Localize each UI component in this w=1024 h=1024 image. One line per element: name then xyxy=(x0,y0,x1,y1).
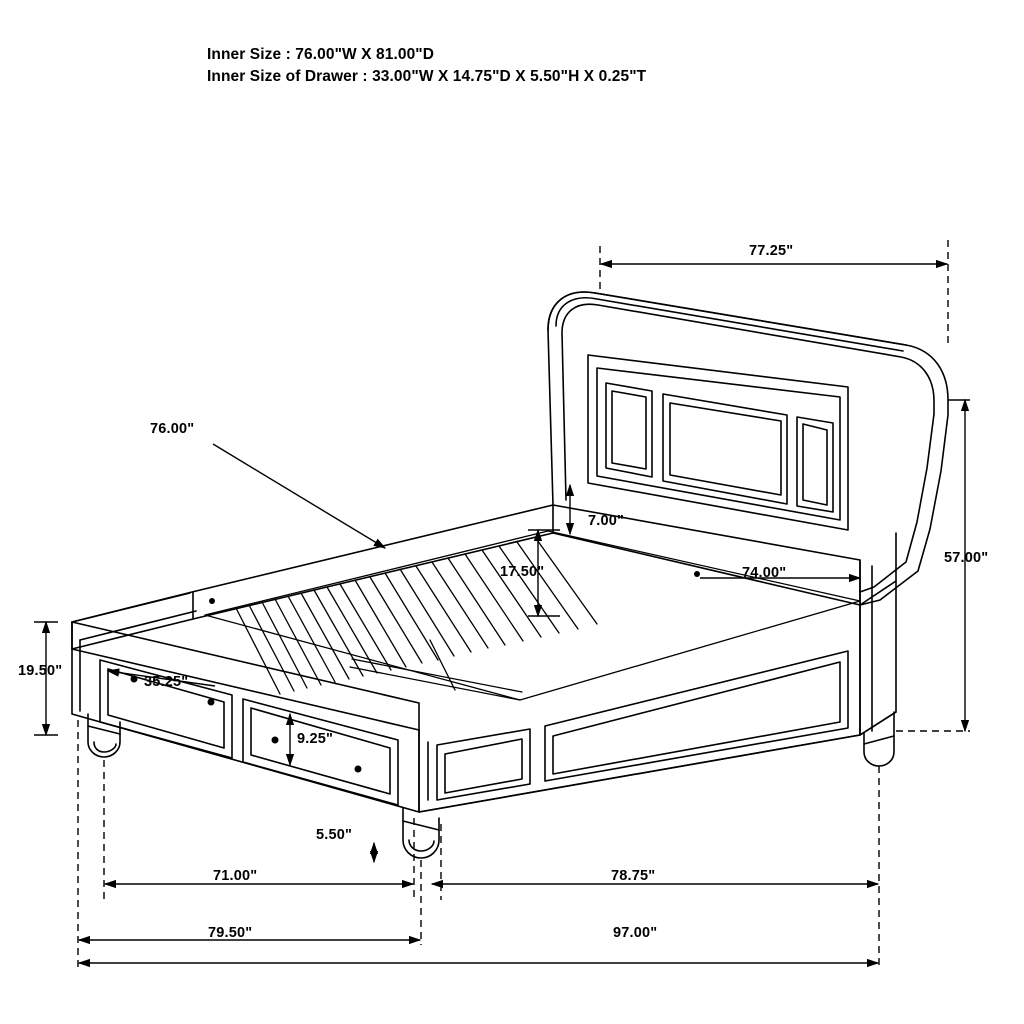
dim-foot-clearance: 5.50" xyxy=(316,827,353,843)
dim-front-overall: 79.50" xyxy=(208,925,253,941)
dim-headboard-height: 57.00" xyxy=(944,550,989,566)
dimension-lines xyxy=(34,240,970,968)
dim-slat-width: 76.00" xyxy=(150,421,195,437)
dim-deck-height: 17.50" xyxy=(500,564,545,580)
dim-headboard-width: 77.25" xyxy=(749,243,794,259)
inner-size-line: Inner Size : 76.00"W X 81.00"D xyxy=(207,46,435,63)
dim-footboard-height: 19.50" xyxy=(18,663,63,679)
dim-deck-to-rail: 7.00" xyxy=(588,513,625,529)
dim-front-span: 71.00" xyxy=(213,868,258,884)
dim-side-span: 78.75" xyxy=(611,868,656,884)
dim-drawer-width: 35.25" xyxy=(144,674,189,690)
dim-side-overall: 97.00" xyxy=(613,925,658,941)
dim-rail-length: 74.00" xyxy=(742,565,787,581)
dim-drawer-height: 9.25" xyxy=(297,731,334,747)
inner-drawer-size-line: Inner Size of Drawer : 33.00"W X 14.75"D X 5.50"H X 0.25"T xyxy=(207,68,647,86)
